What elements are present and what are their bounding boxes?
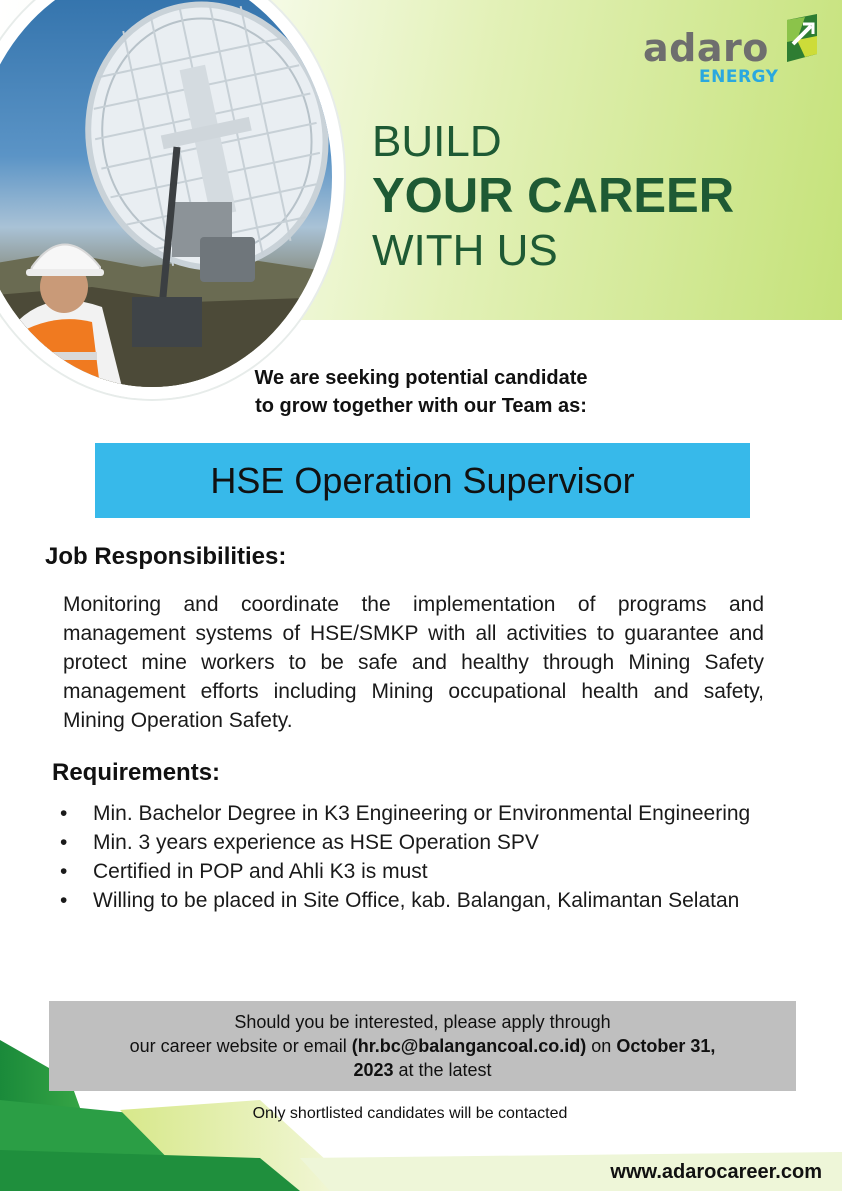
shortlist-note: Only shortlisted candidates will be contacted — [252, 1105, 568, 1122]
logo-subtitle: ENERGY — [699, 67, 779, 87]
apply-line-2-mid: on — [586, 1036, 617, 1056]
bullet: • — [60, 860, 68, 883]
requirement-text: Certified in POP and Ahli K3 is must — [93, 860, 428, 883]
requirements-list — [60, 800, 778, 916]
headline-line-3: WITH US — [372, 226, 558, 275]
requirement-text: Min. 3 years experience as HSE Operation SPV — [93, 831, 539, 854]
apply-email[interactable]: (hr.bc@balangancoal.co.id) — [351, 1036, 587, 1056]
logo-wordmark: adaro — [643, 26, 769, 70]
position-title: HSE Operation Supervisor — [210, 459, 635, 501]
requirement-text: Min. Bachelor Degree in K3 Engineering or Environmental Engineering — [93, 802, 751, 825]
requirement-text: Willing to be placed in Site Office, kab. Balangan, Kalimantan Selatan — [93, 889, 740, 912]
headline-line-1: BUILD — [372, 117, 502, 166]
apply-line-3-suffix: at the latest — [393, 1060, 492, 1080]
requirement-item — [60, 887, 778, 915]
apply-line-3 — [49, 1058, 796, 1082]
requirement-item — [60, 829, 778, 857]
bullet: • — [60, 831, 68, 854]
intro-line-1: We are seeking potential candidate — [254, 367, 588, 389]
apply-line-2 — [49, 1034, 796, 1058]
apply-text — [49, 1010, 796, 1082]
career-website-link[interactable]: www.adarocareer.com — [610, 1161, 822, 1183]
position-title-banner — [95, 443, 750, 518]
requirement-item — [60, 858, 778, 886]
engineer-photo-illustration — [0, 0, 332, 387]
headline-line-2: YOUR CAREER — [372, 169, 735, 223]
adaro-logo-mark-icon — [783, 14, 821, 62]
apply-line-2-prefix: our career website or email — [129, 1036, 352, 1056]
adaro-logo — [643, 14, 823, 94]
intro-text — [120, 364, 722, 420]
responsibilities-heading: Job Responsibilities: — [45, 543, 287, 570]
bullet: • — [60, 889, 68, 912]
requirements-heading: Requirements: — [52, 759, 221, 786]
headline — [372, 117, 735, 275]
apply-instructions-box — [49, 1001, 796, 1091]
responsibilities-text: Monitoring and coordinate the implementation of programs and management systems of HSE/SMKP with all activities to guarantee and protect mine workers to be safe and healthy through Mining Safety management efforts including Mining occupational health and safety, Mining Operation Safety. — [63, 593, 764, 732]
engineer-photo — [0, 0, 344, 399]
apply-deadline-part-1: October 31, — [616, 1036, 716, 1056]
intro-line-2: to grow together with our Team as: — [255, 395, 587, 417]
apply-deadline-part-2: 2023 — [353, 1060, 394, 1080]
bullet: • — [60, 802, 68, 825]
apply-line-1: Should you be interested, please apply through — [234, 1012, 611, 1032]
requirement-item — [60, 800, 778, 828]
